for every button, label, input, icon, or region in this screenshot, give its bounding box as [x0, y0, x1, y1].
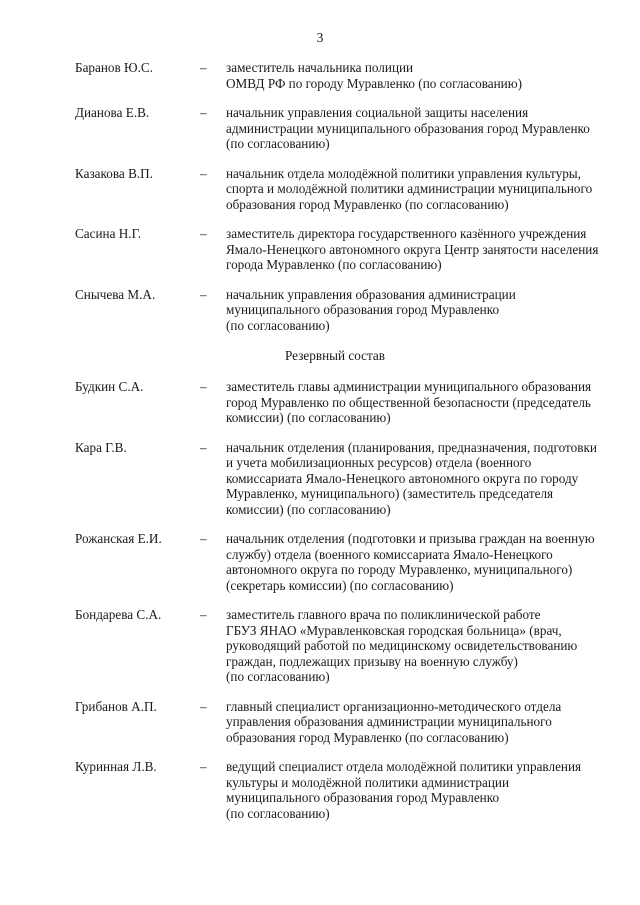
- position-line: Муравленко, муниципального) (заместитель председателя: [226, 486, 554, 501]
- member-entry: [0, 226, 640, 273]
- member-dash: –: [200, 439, 207, 455]
- position-line: комиссии) (по согласованию): [226, 501, 391, 517]
- member-entry: [0, 287, 640, 334]
- member-position: [226, 607, 606, 685]
- member-entry: [0, 166, 640, 213]
- position-line: города Муравленко (по согласованию): [226, 257, 442, 272]
- member-position: [226, 759, 606, 821]
- position-line: заместитель начальника полиции: [226, 60, 414, 75]
- page-number: 3: [316, 30, 324, 45]
- position-line: начальник отдела молодёжной политики управления культуры,: [226, 165, 581, 181]
- position-line: главный специалист организационно-методического отдела: [226, 698, 562, 714]
- member-position: [226, 379, 606, 426]
- position-line: (по согласованию): [226, 317, 330, 333]
- position-line: (по согласованию): [226, 805, 330, 821]
- position-line: муниципального образования город Муравленко: [226, 790, 500, 805]
- member-entry: [0, 699, 640, 746]
- member-dash: –: [200, 165, 207, 181]
- member-entry: [0, 379, 640, 426]
- position-line: (по согласованию): [226, 669, 330, 684]
- position-line: руководящий работой по медицинскому освидетельствованию: [226, 638, 578, 653]
- member-position: [226, 105, 606, 152]
- commission-list: [0, 60, 640, 821]
- reserve-heading: Резервный состав: [285, 348, 385, 363]
- member-dash: –: [200, 105, 207, 120]
- position-line: службу) отдела (военного комиссариата Ямало-Ненецкого: [226, 546, 553, 562]
- member-dash: –: [200, 286, 207, 302]
- position-line: образования город Муравленко (по согласованию): [226, 729, 509, 745]
- position-line: заместитель главного врача по поликлинической работе: [226, 607, 541, 622]
- member-entry: [0, 531, 640, 593]
- member-name: Баранов Ю.С.: [75, 60, 153, 75]
- member-position: [226, 531, 606, 593]
- member-name: Кара Г.В.: [75, 439, 127, 455]
- member-entry: [0, 60, 640, 91]
- position-line: граждан, подлежащих призыву на военную службу): [226, 653, 518, 669]
- member-name: Бондарева С.А.: [75, 607, 162, 622]
- member-name: Будкин С.А.: [75, 379, 144, 394]
- member-position: [226, 699, 606, 746]
- position-line: образования город Муравленко (по согласованию): [226, 196, 509, 212]
- member-entry: [0, 105, 640, 152]
- member-name: Грибанов А.П.: [75, 698, 157, 714]
- member-entry: [0, 440, 640, 518]
- member-dash: –: [200, 60, 207, 75]
- member-position: [226, 226, 606, 273]
- position-line: автономного округа по городу Муравленко, муниципального): [226, 562, 573, 577]
- position-line: начальник управления социальной защиты населения: [226, 105, 529, 120]
- position-line: управления образования администрации муниципального: [226, 714, 552, 729]
- position-line: ОМВД РФ по городу Муравленко (по согласованию): [226, 75, 522, 91]
- position-line: Ямало-Ненецкого автономного округа Центр занятости населения: [226, 241, 599, 257]
- member-dash: –: [200, 379, 207, 394]
- member-position: [226, 440, 606, 518]
- position-line: спорта и молодёжной политики администрации муниципального: [226, 181, 593, 196]
- member-dash: –: [200, 759, 207, 774]
- member-name: Сасина Н.Г.: [75, 226, 142, 241]
- member-entry: [0, 759, 640, 821]
- member-name: Снычева М.А.: [75, 286, 156, 302]
- position-line: начальник отделения (подготовки и призыва граждан на военную: [226, 531, 595, 546]
- member-position: [226, 287, 606, 334]
- position-line: комиссии) (по согласованию): [226, 410, 391, 425]
- position-line: муниципального образования город Муравленко: [226, 302, 500, 317]
- position-line: культуры и молодёжной политики администрации: [226, 774, 510, 790]
- member-entry: [0, 607, 640, 685]
- position-line: заместитель директора государственного казённого учреждения: [226, 226, 587, 241]
- member-name: Дианова Е.В.: [75, 105, 150, 120]
- position-line: заместитель главы администрации муниципального образования: [226, 379, 592, 394]
- member-dash: –: [200, 698, 207, 714]
- position-line: город Муравленко по общественной безопасности (председатель: [226, 394, 591, 410]
- position-line: начальник отделения (планирования, предназначения, подготовки: [226, 439, 597, 455]
- position-line: ведущий специалист отдела молодёжной политики управления: [226, 759, 582, 774]
- member-dash: –: [200, 226, 207, 241]
- position-line: администрации муниципального образования город Муравленко: [226, 120, 590, 136]
- member-position: [226, 60, 606, 91]
- position-line: ГБУЗ ЯНАО «Муравленковская городская больница» (врач,: [226, 622, 562, 638]
- position-line: начальник управления образования администрации: [226, 286, 516, 302]
- position-line: (по согласованию): [226, 136, 330, 151]
- position-line: (секретарь комиссии) (по согласованию): [226, 577, 454, 593]
- position-line: и учета мобилизационных ресурсов) отдела (военного: [226, 455, 532, 470]
- member-dash: –: [200, 531, 207, 546]
- member-name: Куринная Л.В.: [75, 759, 157, 774]
- member-position: [226, 166, 606, 213]
- member-name: Казакова В.П.: [75, 165, 153, 181]
- position-line: комиссариата Ямало-Ненецкого автономного округа по городу: [226, 470, 579, 486]
- member-dash: –: [200, 607, 207, 622]
- member-name: Рожанская Е.И.: [75, 531, 162, 546]
